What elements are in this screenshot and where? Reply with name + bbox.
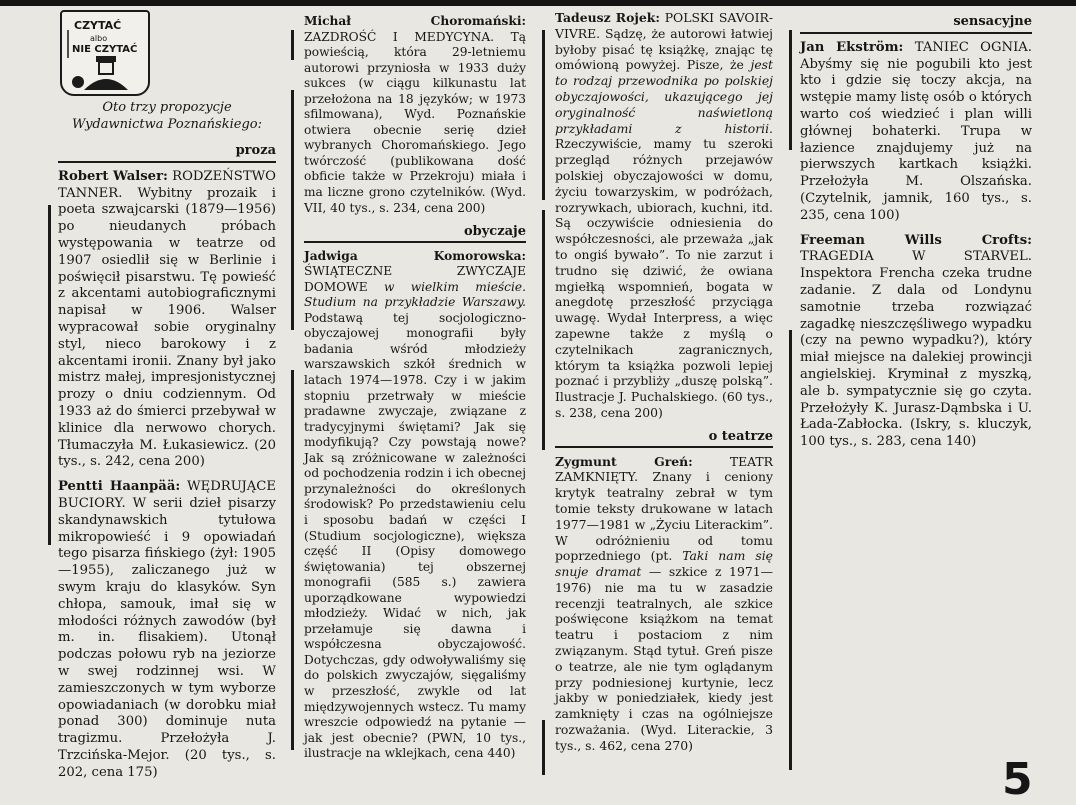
review-entry-komorowska [304, 249, 526, 762]
review-body: Rzeczywiście, mamy tu szeroki przegląd różnych przejawów polskiej obyczajowości w domu, życiu towarzyskim, w podróżach, rozrywkach, ubiorach, kuchni, itd. Są oczywiście odniesienia do współczesności, ale przeważa „jak to ongiś bywało”. To nie zarzut i trudno się dziwić, że owiana mgiełką wspomnień, bogata w anegdotę przeszłość przyciąga uwagę. Wydał Interpress, a więc zapewne także z myślą o czytelnikach zagranicznych, którym ta książka pozwoli lepiej poznać i przybliży „duszę polską”. Ilustracje J. Puchalskiego. (60 tys., s. 238, cena 200) [555, 136, 773, 420]
logo-text: albo [90, 34, 108, 43]
review-entry-rojek [555, 10, 773, 421]
book-title: POLSKI SAVOIR-VIVRE. [555, 10, 774, 41]
review-body: Inspektora Frencha czeka trudne zadanie. Z dala od Londynu samotnie trzeba rozwiązać zagadkę nieszczęśliwego wypadku (czy na pewno wypadku?), który miał miejsce na dalekiej prowincji angielskiej. Kryminał z myszką, ale b. sympatycznie się go czyta. Przełożyły K. Jurasz-Dąmbska i U. Łada-Zabłocka. (Iskry, s. kluczyk, 100 tys., s. 283, cena 140) [800, 266, 1032, 450]
author-name: Jan Ekström: [800, 39, 904, 55]
column-4 [800, 10, 1032, 459]
review-body: Podstawą tej socjologiczno-obyczajowej monografii były badania wśród młodzieży warszawskich szkół średnich w latach 1974—1978. Czy i w jakim stopniu przetrwały w mieście pradawne zwyczaje, związane z tradycyjnymi świętami? Jak się modyfikują? Czy powstają nowe? Jak są zróżnicowane w zależności od pochodzenia rodzin i ich obecnej przynależności do określonych środowisk? Po przedstawieniu celu i sposobu badań w części I (Studium socjologiczne), większa część II (Opisy domowego świętowania) tej obszernej monografii (585 s.) zawiera uporządkowane wypowiedzi młodzieży. Widać w nich, jak przełamuje się dawna i współczesna obyczajowość. Dotychczas, gdy odwoływaliśmy się do polskich zwyczajów, sięgaliśmy w przeszłość, zwykle od lat międzywojennych wstecz. Tu mamy wreszcie odpowiedź na pytanie — jak jest obecnie? (PWN, 10 tys., ilustracje na wklejkach, cena 440) [304, 310, 526, 761]
author-name: Robert Walser: [58, 168, 168, 184]
review-quote: Taki nam się snuje dramat [555, 548, 773, 580]
section-header-proza: proza [58, 143, 276, 163]
review-body: W serii dzieł pisarzy skandynawskich tytułowa mikropowieść i 9 opowiadań tego pisarza fińskiego (żył: 1905—1955), zaliczanego już w swym kraju do klasyków. Syn chłopa, samouk, imał się w młodości różnych zawodów (był m. in. flisakiem). Utonął podczas połowu ryb na jeziorze w swej rodzinnej wsi. W zamieszczonych w tym wyborze opowiadaniach (w dorobku miał ponad 300) dominuje nuta tragizmu. Przełożyła J. Trzcińska-Mejor. (20 tys., s. 202, cena 175) [58, 495, 276, 780]
book-title: TRAGEDIA W STARVEL. [800, 249, 1032, 265]
review-entry-choromanski [304, 14, 526, 216]
logo-text: CZYTAĆ [74, 19, 122, 32]
review-entry-walser [58, 169, 276, 471]
section-header-obyczaje: obyczaje [304, 224, 526, 243]
review-body: Znany i ceniony krytyk teatralny zebrał w tym tomie teksty drukowane w latach 1977—1981 w „Życiu Literackim”. W odróżnieniu od tomu poprzedniego (pt. [555, 469, 773, 564]
logo-text: NIE CZYTAĆ [72, 44, 138, 55]
review-entry-ekstrom [800, 40, 1032, 225]
book-title: WĘDRUJĄCE BUCIORY. [58, 479, 276, 511]
author-name: Tadeusz Rojek: [555, 10, 660, 25]
section-header-o-teatrze: o teatrze [555, 429, 773, 448]
column-bar [542, 720, 545, 775]
top-rule [0, 0, 1076, 6]
column-bar [291, 30, 294, 60]
intro-text: Oto trzy propozycje Wydawnictwa Poznańskiego: [72, 100, 262, 132]
author-name: Jadwiga Komorowska: [304, 248, 526, 263]
review-entry-crofts [800, 233, 1032, 451]
book-title: ŚWIĄTECZNE ZWYCZAJE DOMOWE [304, 264, 526, 294]
review-entry-haanpaa [58, 479, 276, 781]
author-name: Michał Choromański: [304, 14, 526, 28]
book-title: ZAZDROŚĆ I MEDYCYNA. [304, 29, 495, 44]
review-body: Sądzę, że autorowi łatwiej byłoby pisać tę książkę, znając tę omówioną powyżej. Pisze, że [555, 25, 773, 73]
review-body: Tą powieścią, która 29-letniemu autorowi przyniosła w 1933 duży sukces (w ciągu kilkunastu lat przełożona na 18 języków; w 1973 sfilmowana), Wyd. Poznańskie otwiera obecnie serię dzieł wybranych Choromańskiego. Jego twórczość (publikowana dość obficie także w Przekroju) miała i ma liczne grono czytelników. (Wyd. VII, 40 tys., s. 234, cena 200) [304, 29, 526, 215]
book-title: RODZEŃSTWO TANNER. [58, 168, 276, 201]
column-2 [304, 14, 526, 770]
review-quote: jest to rodzaj przewodnika po polskiej obyczajowości, ukazującego jej oryginalność naświetloną przykładami z historii. [555, 57, 773, 136]
column-3 [555, 10, 773, 762]
column-bar [789, 330, 792, 770]
section-header-sensacyjne: sensacyjne [800, 14, 1032, 34]
review-body: — szkice z 1971—1976) nie ma tu w zasadzie recenzji teatralnych, ale szkice poświęcone książkom na temat teatru i postaciom z nim związanym. Stąd tytuł. Greń pisze o teatrze, ale nie tym oglądanym przy podniesionej kurtynie, lecz jakby w poniedziałek, kiedy jest zamknięty i czas na ogólniejsze rozważania. (Wyd. Literackie, 3 tys., s. 462, cena 270) [555, 564, 773, 753]
author-name: Pentti Haanpää: [58, 479, 181, 495]
czytac-logo [60, 10, 150, 96]
column-bar [542, 210, 545, 450]
review-body: Wybitny prozaik i poeta szwajcarski (1879—1956) po nieudanych próbach występowania w teatrze od 1907 osiedlił się w Berlinie i poświęcił pisarstwu. Tę powieść z akcentami autobiograficznymi napisał w 1906. Walser wypracował sobie oryginalny styl, nieco barokowy i z akcentami ironii. Znany był jako mistrz małej, impresjonistycznej prozy o dniu codziennym. Od 1933 aż do śmierci przebywał w klinice dla nerwowo chorych. Tłumaczyła M. Łukasiewicz. (20 tys., s. 242, cena 200) [58, 185, 276, 470]
review-body: Abyśmy się nie pogubili kto jest kto i gdzie się toczy akcja, na wstępie mamy listę osób o których warto coś wiedzieć i plan willi głównej bohaterki. Trupa w łazience znajdujemy już na pierwszych kartkach książki. Przełożyła M. Olszańska. (Czytelnik, jamnik, 160 tys., s. 235, cena 100) [800, 56, 1032, 223]
column-bar [48, 205, 51, 545]
column-bar [291, 90, 294, 330]
author-name: Zygmunt Greń: [555, 453, 693, 469]
book-title: TEATR ZAMKNIĘTY. [555, 453, 773, 485]
column-1 [58, 10, 276, 789]
review-entry-gren [555, 454, 773, 754]
book-title-italic: w wielkim mieście. Studium na przykładzie Warszawy. [304, 279, 526, 310]
column-bar [542, 30, 545, 200]
page-number: 5 [1002, 754, 1033, 805]
column-bar [291, 370, 294, 750]
reader-figure-icon [62, 12, 148, 94]
column-bar [789, 30, 792, 150]
author-name: Freeman Wills Crofts: [800, 232, 1032, 248]
book-title: TANIEC OGNIA. [914, 39, 1032, 55]
